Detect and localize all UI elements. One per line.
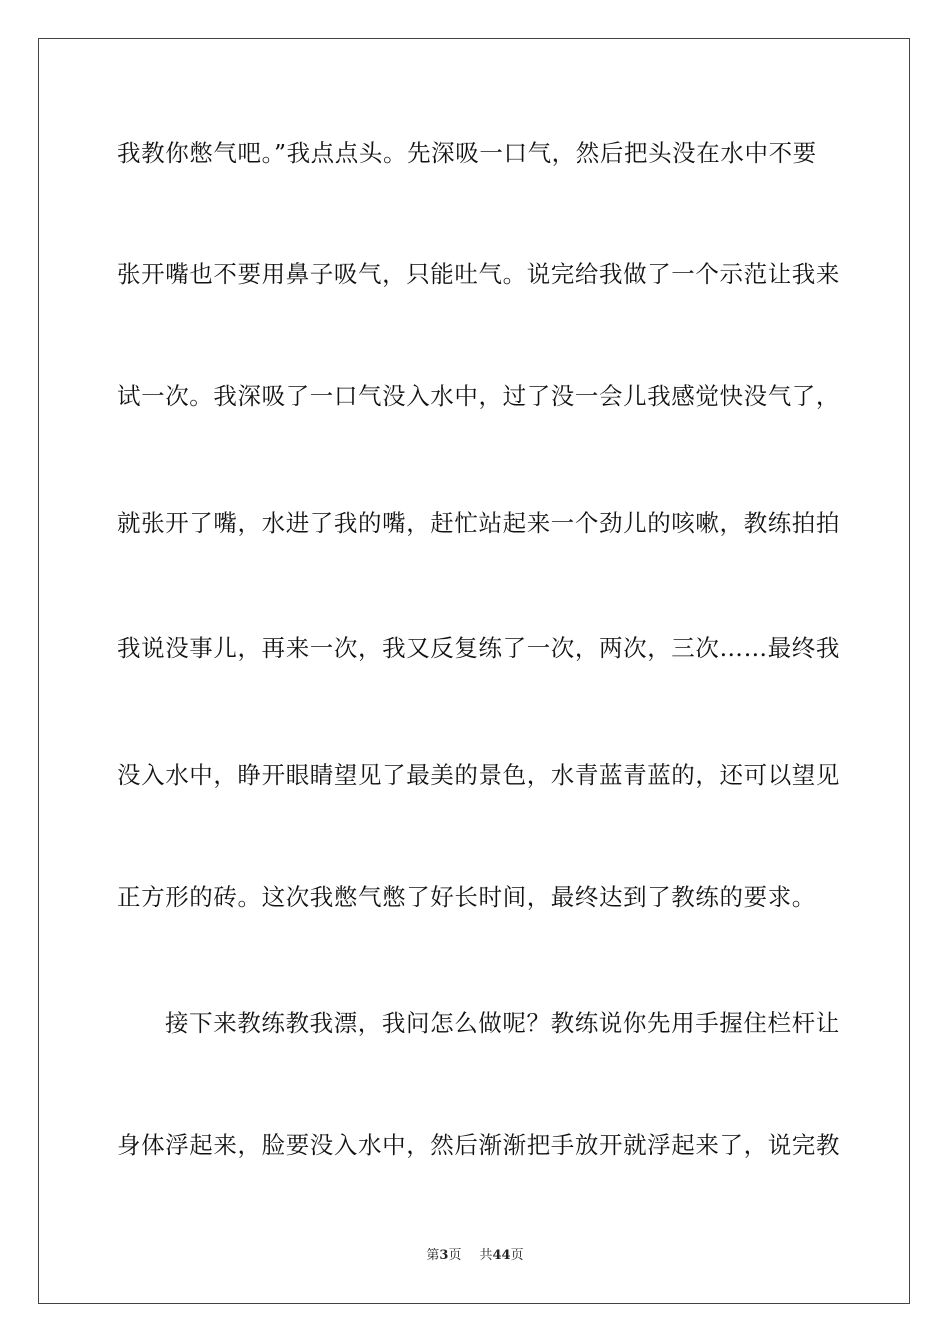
text-line-9: 身体浮起来，脸要没入水中，然后渐渐把手放开就浮起来了，说完教 (117, 1131, 840, 1159)
text-line-7: 正方形的砖。这次我憋气憋了好长时间，最终达到了教练的要求。 (117, 883, 816, 911)
text-line-2: 张开嘴也不要用鼻子吸气，只能吐气。说完给我做了一个示范让我来 (117, 260, 840, 288)
page-prefix: 第 (426, 1248, 440, 1263)
text-line-5: 我说没事儿，再来一次，我又反复练了一次，两次，三次……最终我 (117, 634, 840, 662)
total-prefix: 共 (479, 1248, 493, 1263)
page-footer (0, 1247, 950, 1265)
page-border (38, 38, 910, 1304)
text-line-1: 我教你憋气吧。”我点点头。先深吸一口气，然后把头没在水中不要 (117, 139, 817, 167)
text-line-6: 没入水中，睁开眼睛望见了最美的景色，水青蓝青蓝的，还可以望见 (117, 761, 840, 789)
text-line-3: 试一次。我深吸了一口气没入水中，过了没一会儿我感觉快没气了， (117, 382, 840, 410)
page-number: 3 (439, 1248, 449, 1263)
text-line-4: 就张开了嘴，水进了我的嘴，赶忙站起来一个劲儿的咳嗽，教练拍拍 (117, 509, 840, 537)
page-suffix: 页 (448, 1248, 462, 1263)
total-suffix: 页 (510, 1248, 524, 1263)
total-pages: 44 (492, 1248, 511, 1263)
paragraph-start-line: 接下来教练教我漂，我问怎么做呢？教练说你先用手握住栏杆让 (165, 1009, 840, 1037)
